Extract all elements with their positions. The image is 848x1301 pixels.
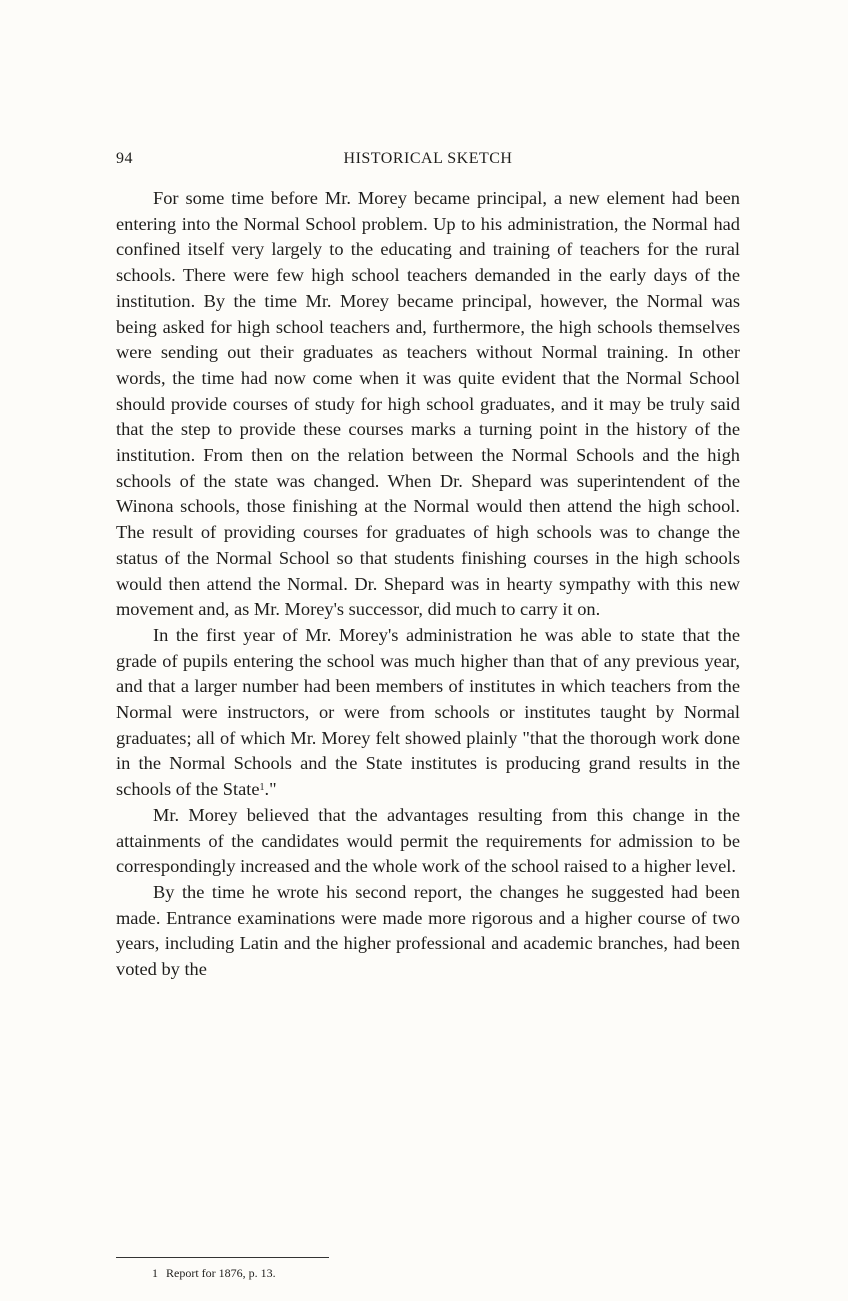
page-header bbox=[116, 150, 740, 172]
body-text bbox=[116, 186, 740, 983]
paragraph-2-end: ." bbox=[264, 779, 277, 800]
paragraph-2 bbox=[116, 623, 740, 803]
footnote-marker: 1 bbox=[152, 1266, 158, 1280]
paragraph-4: By the time he wrote his second report, the changes he suggested had been made. Entrance examinations were made more rigorous and a higher course of two years, including Latin and the higher professional and academic branches, had been voted by the bbox=[116, 881, 740, 980]
running-title: HISTORICAL SKETCH bbox=[343, 150, 513, 167]
footnote-divider bbox=[116, 1257, 329, 1258]
footnote-text: Report for 1876, p. 13. bbox=[166, 1266, 276, 1280]
footnote bbox=[152, 1266, 276, 1280]
page-number: 94 bbox=[116, 150, 133, 167]
paragraph-1: For some time before Mr. Morey became principal, a new element had been entering into the Normal School problem. Up to his administration, the Normal had confined itself very largely to the educating and training of teachers for the rural schools. There were few high school teachers demanded in the early days of the institution. By the time Mr. Morey became principal, however, the Normal was being asked for high school teachers and, furthermore, the high schools themselves were sending out their graduates as teachers without Normal training. In other words, the time had now come when it was quite evident that the Normal School should provide courses of study for high school graduates, and it may be truly said that the step to provide these courses marks a turning point in the history of the institution. From then on the relation between the Normal Schools and the high schools of the state was changed. When Dr. Shepard was superintendent of the Winona schools, those finishing at the Normal would then attend the high school. The result of providing courses for graduates of high schools was to change the status of the Normal School so that students finishing courses in the high schools would then attend the Normal. Dr. Shepard was in hearty sympathy with this new movement and, as Mr. Morey's successor, did much to carry it on. bbox=[116, 188, 740, 620]
paragraph-2-text: In the first year of Mr. Morey's administration he was able to state that the grade of pupils entering the school was much higher than that of any previous year, and that a larger number had been members of institutes in which teachers from the Normal were instructors, or were from schools or institutes taught by Normal graduates; all of which Mr. Morey felt showed plainly "that the thorough work done in the Normal Schools and the State institutes is producing grand results in the schools of the State bbox=[116, 624, 740, 800]
footnote-reference: 1 bbox=[259, 782, 265, 794]
paragraph-3: Mr. Morey believed that the advantages resulting from this change in the attainments of the candidates would permit the requirements for admission to be correspondingly increased and the whole work of the school raised to a higher level. bbox=[116, 804, 740, 877]
